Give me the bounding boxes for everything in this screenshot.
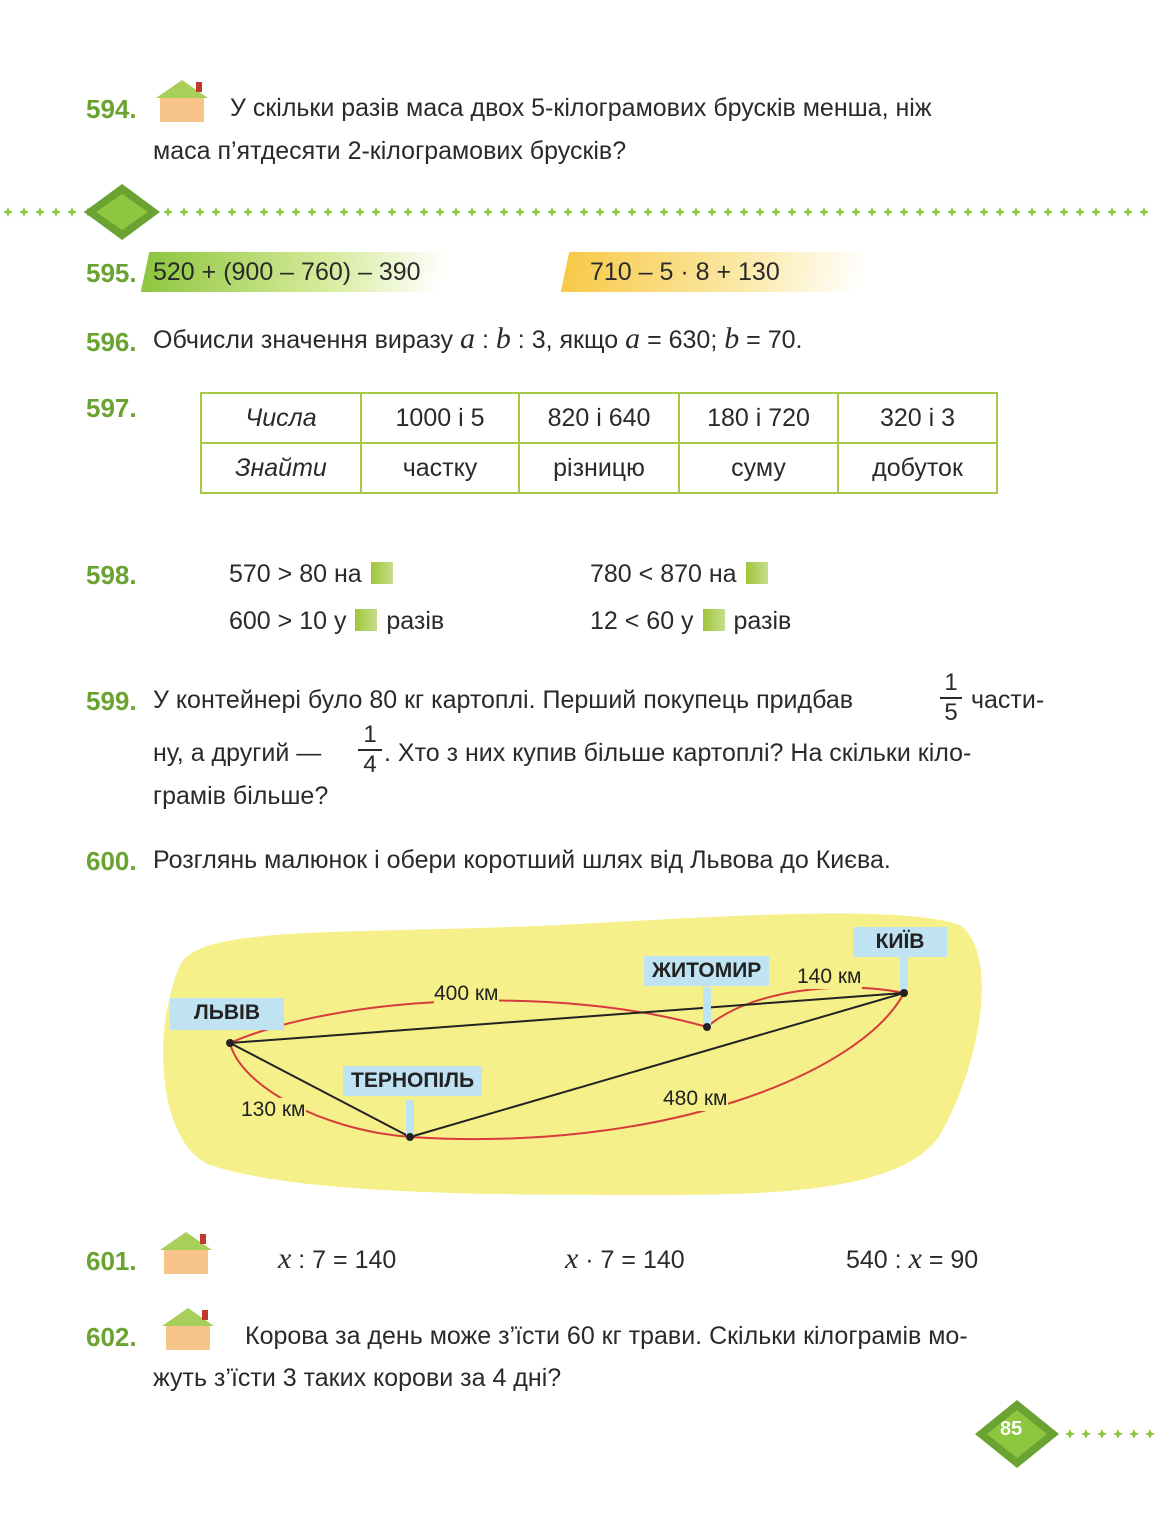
problem-596-tail: : 3, якщо — [517, 326, 619, 354]
var-x: x — [565, 1242, 579, 1275]
table-row — [201, 393, 997, 443]
var-b: b — [495, 322, 511, 355]
problem-598-expr4 — [590, 607, 791, 636]
problem-602-line2: жуть з’їсти 3 таких корови за 4 дні? — [153, 1364, 562, 1392]
fraction-numerator: 1 — [363, 721, 377, 748]
table-cell: 1000 і 5 — [361, 393, 519, 443]
table-cell: добуток — [838, 443, 997, 493]
diamond-ornament-icon — [0, 182, 1162, 242]
problem-602-line1: Корова за день може з’їсти 60 кг трави. Скільки кілограмів мо- — [245, 1322, 968, 1350]
fraction-numerator: 1 — [944, 669, 958, 696]
city-dot-kyiv — [900, 989, 908, 997]
blank-square-icon — [703, 609, 725, 631]
city-dot-lviv — [226, 1039, 234, 1047]
table-cell: різницю — [519, 443, 679, 493]
problem-number-595: 595. — [86, 258, 137, 288]
var-a2: a — [625, 322, 641, 355]
problem-596-text — [153, 322, 802, 356]
city-dot-zhytomyr — [703, 1023, 711, 1031]
problem-number-601: 601. — [86, 1246, 137, 1276]
table-row — [201, 443, 997, 493]
problem-number-602: 602. — [86, 1322, 137, 1352]
distance-lviv-zhytomyr: 400 км — [434, 982, 499, 1005]
problem-599-line3: грамів більше? — [153, 782, 329, 810]
expr-text: 12 < 60 у — [590, 607, 694, 635]
house-icon — [160, 1232, 212, 1274]
problem-599-line1a: У контейнері було 80 кг картоплі. Перший покупець придбав — [153, 686, 854, 714]
expr-text: 780 < 870 на — [590, 560, 737, 588]
fraction-1-4 — [358, 722, 382, 778]
problem-601-eq2 — [565, 1242, 685, 1276]
table-cell: 820 і 640 — [519, 393, 679, 443]
var-x: x — [908, 1242, 922, 1275]
table-cell: Знайти — [201, 443, 361, 493]
blank-square-icon — [746, 562, 768, 584]
problem-number-594: 594. — [86, 94, 137, 124]
distance-zhytomyr-kyiv: 140 км — [797, 965, 862, 988]
city-label-ternopil: ТЕРНОПІЛЬ — [343, 1066, 482, 1096]
house-icon — [156, 80, 208, 122]
eq-a: = 630; — [647, 326, 718, 354]
problem-number-596: 596. — [86, 327, 137, 357]
eq-text: = 90 — [928, 1246, 979, 1274]
expr-text: разів — [386, 607, 445, 635]
expr-text: разів — [733, 607, 792, 635]
var-x: x — [278, 1242, 292, 1275]
eq-text: · 7 = 140 — [585, 1246, 685, 1274]
problem-number-599: 599. — [86, 686, 137, 716]
var-b2: b — [724, 322, 740, 355]
table-cell: частку — [361, 443, 519, 493]
blank-square-icon — [355, 609, 377, 631]
problem-596-lead: Обчисли значення виразу — [153, 326, 454, 354]
problem-601-eq1 — [278, 1242, 396, 1276]
eq-text: : 7 = 140 — [298, 1246, 397, 1274]
problem-594-line2: маса п’ятдесяти 2-кілограмових брусків? — [153, 137, 627, 165]
expr-text: 600 > 10 у — [229, 607, 347, 635]
distance-ternopil-kyiv: 480 км — [663, 1087, 728, 1110]
table-cell: 180 і 720 — [679, 393, 838, 443]
city-label-kyiv: КИЇВ — [853, 927, 947, 957]
problem-598-expr1 — [229, 560, 395, 589]
blank-square-icon — [371, 562, 393, 584]
problem-number-600: 600. — [86, 846, 137, 876]
page-number: 85 — [1000, 1418, 1023, 1440]
city-label-zhytomyr: ЖИТОМИР — [644, 956, 769, 986]
problem-594-line1: У скільки разів маса двох 5-кілограмових брусків менша, ніж — [230, 94, 932, 122]
problem-601-eq3 — [846, 1242, 978, 1276]
var-a: a — [459, 322, 475, 355]
table-cell: 320 і 3 — [838, 393, 997, 443]
problem-598-expr3 — [229, 607, 444, 636]
problem-598-expr2 — [590, 560, 770, 589]
problem-number-598: 598. — [86, 560, 137, 590]
city-dot-ternopil — [406, 1133, 414, 1141]
fraction-denominator: 4 — [363, 751, 377, 778]
problem-number-597: 597. — [86, 393, 137, 423]
problem-595-expr1: 520 + (900 – 760) – 390 — [153, 258, 421, 286]
eq-text: 540 : — [846, 1246, 902, 1274]
problem-595-expr2: 710 – 5 · 8 + 130 — [590, 258, 780, 286]
colon: : — [481, 326, 489, 354]
problem-599-line2b: . Хто з них купив більше картоплі? На скільки кіло- — [384, 739, 972, 767]
problem-599-line1b: части- — [971, 686, 1045, 714]
table-cell: суму — [679, 443, 838, 493]
table-cell: Числа — [201, 393, 361, 443]
distance-lviv-ternopil: 130 км — [241, 1098, 306, 1121]
expr-text: 570 > 80 на — [229, 560, 362, 588]
fraction-denominator: 5 — [944, 699, 958, 726]
problem-597-table — [200, 392, 998, 494]
city-label-lviv: ЛЬВІВ — [170, 998, 284, 1030]
fraction-1-5 — [940, 670, 962, 726]
house-icon — [162, 1308, 214, 1350]
eq-b: = 70. — [746, 326, 803, 354]
problem-600-text: Розглянь малюнок і обери коротший шлях від Львова до Києва. — [153, 846, 891, 874]
problem-599-line2a: ну, а другий — — [153, 739, 322, 767]
